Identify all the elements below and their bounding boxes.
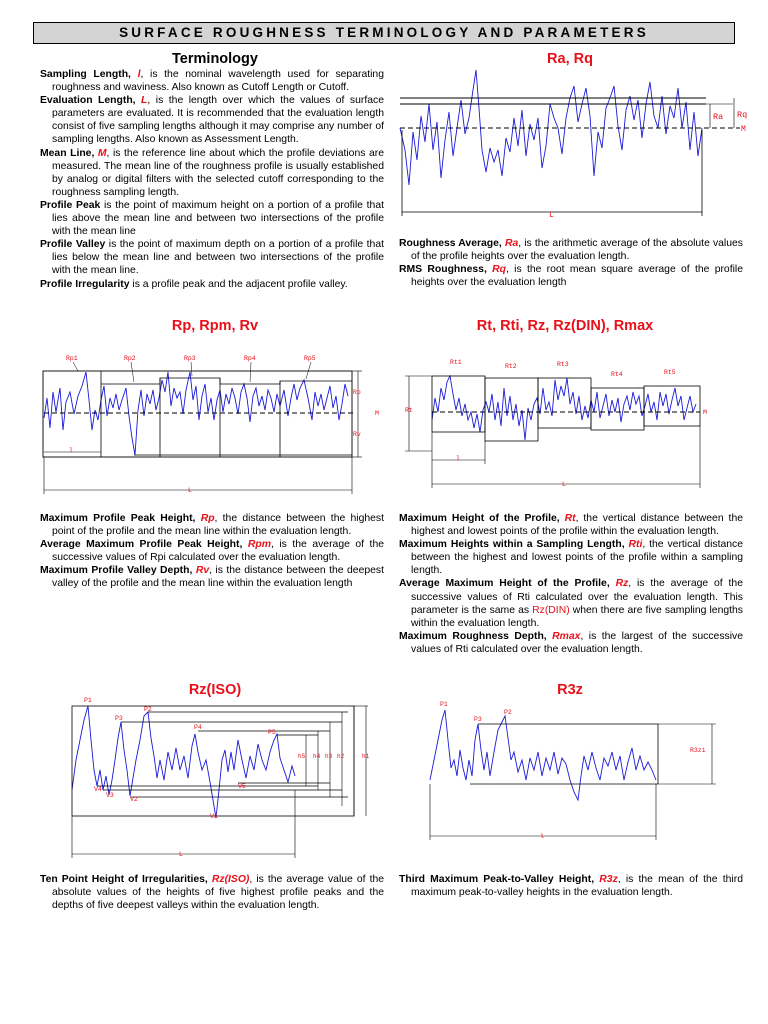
- definition-term: Roughness Average,: [399, 238, 505, 249]
- definition-term: Maximum Height of the Profile,: [399, 513, 565, 524]
- definition-body: is a profile peak and the adjacent profile valley.: [129, 278, 348, 290]
- definition-term: Maximum Profile Valley Depth,: [40, 565, 196, 577]
- definition-symbol: Rmax: [552, 630, 581, 642]
- definition-body: , the distance between the highest point of the profile and the mean line within the evaluation length.: [52, 513, 384, 538]
- rp-length-label: L: [188, 487, 192, 494]
- rp-mean-label: M: [375, 410, 379, 417]
- rziso-h1: h1: [362, 753, 370, 760]
- heading-ra-rq: Ra, Rq: [547, 51, 593, 67]
- definition-symbol: Rp: [200, 513, 215, 524]
- definition-body: , is the arithmetic average of the absolute values of the profile heights over the evaluation length.: [411, 238, 743, 263]
- ra-label: Ra: [713, 112, 724, 122]
- definition-body: , is the nominal wavelength used for separating roughness and waviness. Also known as Cutoff Length or Cutoff.: [52, 69, 384, 94]
- definition-symbol: Rq: [492, 264, 506, 276]
- rziso-v3: V3: [106, 792, 114, 799]
- rziso-h3: h3: [325, 753, 333, 760]
- rziso-h5: h5: [298, 753, 306, 760]
- rt-label: Rt: [405, 407, 413, 414]
- definition-symbol: Rv: [195, 565, 210, 577]
- rziso-p3: P3: [115, 715, 123, 722]
- definition-symbol: Rti: [628, 539, 643, 551]
- definition-symbol: l: [137, 69, 141, 80]
- ra-length-label: L: [549, 211, 554, 220]
- definition-term: Maximum Profile Peak Height,: [40, 513, 201, 524]
- definition-body: , the vertical distance between the highest and lowest points of the profile within a sampling length.: [411, 539, 744, 577]
- definition-body: is the point of maximum depth on a portion of a profile that lies below the mean line and between two intersections of the profile with the mean line.: [52, 239, 385, 277]
- definition-body: , the vertical distance between the highest and lowest points of the profile within the evaluation length.: [411, 513, 743, 538]
- definition-term: Ten Point Height of Irregularities,: [40, 874, 212, 885]
- rt-peak-label-1: Rt1: [450, 359, 462, 366]
- rziso-p2: P2: [144, 706, 152, 713]
- definition-term: Third Maximum Peak-to-Valley Height,: [399, 874, 600, 885]
- definition-symbol: Rpm: [247, 539, 271, 551]
- r3z-r3zi-label: R3zi: [690, 747, 706, 754]
- definition-term: Profile Irregularity: [40, 278, 130, 290]
- definition-body: , is the average value of the absolute values of the heights of five highest profile peaks and the depths of five deepest valleys within the evaluation length.: [52, 874, 385, 912]
- definition-symbol: R3z: [599, 874, 618, 885]
- definition-term: Average Maximum Profile Peak Height,: [40, 539, 248, 551]
- rziso-v5: V5: [238, 783, 246, 790]
- definition-term: Average Maximum Height of the Profile,: [399, 578, 616, 590]
- rziso-length-label: L: [179, 851, 183, 858]
- definition-symbol-alt: Rz(DIN): [532, 604, 570, 616]
- rp-label: Rp: [353, 389, 361, 396]
- rziso-h4: h4: [313, 753, 321, 760]
- definition-term: Mean Line,: [40, 147, 98, 159]
- rt-peak-label-2: Rt2: [505, 363, 517, 370]
- page-banner: SURFACE ROUGHNESS TERMINOLOGY AND PARAMETERS: [33, 22, 735, 44]
- definition-term: Maximum Heights within a Sampling Length,: [399, 539, 629, 551]
- definition-body: , is the largest of the successive values of Rti calculated over the evaluation length.: [411, 630, 743, 655]
- definition-term: Maximum Roughness Depth,: [399, 630, 553, 642]
- heading-terminology: Terminology: [172, 51, 258, 67]
- rt-sampling-label: l: [456, 455, 460, 462]
- definition-body: , is the distance between the deepest valley of the profile and the mean line within the evaluation length: [52, 565, 384, 590]
- rziso-v2: V2: [130, 796, 138, 803]
- definition-term: Sampling Length,: [40, 69, 138, 80]
- definition-body: , is the reference line about which the profile deviations are measured. The mean line of the roughness profile is usually established by analog or digital filters with the selected cutoff corresponding to the roughness sampling length.: [52, 147, 384, 198]
- rziso-v1: V1: [210, 813, 218, 820]
- rziso-p5: P5: [268, 729, 276, 736]
- definition-body: , is the root mean square average of the profile heights over the evaluation length: [411, 264, 743, 289]
- definition-body: , is the average of the successive values of Rti calculated over the evaluation length. This parameter is the same as: [411, 578, 743, 616]
- rv-label: Rv: [353, 431, 361, 438]
- rziso-p1: P1: [84, 697, 92, 704]
- heading-rp: Rp, Rpm, Rv: [171, 318, 259, 334]
- r3z-profile-line: [430, 710, 656, 800]
- ra-mean-label: M: [741, 125, 746, 134]
- rt-peak-label-5: Rt5: [664, 369, 676, 376]
- rp-sampling-label: l: [69, 447, 73, 454]
- definition-term: Profile Valley: [40, 239, 106, 251]
- rziso-h2: h2: [337, 753, 345, 760]
- definition-body: , is the length over which the values of surface parameters are evaluated. It is recommended that the evaluation length consist of five sampling lengths although it may comprise any number of sampling lengths. Also known as Assessment Length.: [52, 95, 384, 146]
- definition-term: Profile Peak: [40, 199, 101, 211]
- definition-body: , is the mean of the third maximum peak-to-valley heights in the evaluation length.: [411, 874, 743, 899]
- heading-r3z: R3z: [557, 682, 583, 698]
- definition-symbol: L: [141, 95, 148, 107]
- rp-peak-label-3: Rp3: [184, 355, 196, 362]
- definition-symbol: Rz(ISO): [211, 874, 250, 885]
- rt-length-label: L: [562, 481, 566, 488]
- rp-peak-label-2: Rp2: [124, 355, 136, 362]
- rq-label: Rq: [737, 110, 748, 120]
- rt-peak-label-4: Rt4: [611, 371, 623, 378]
- definition-term: RMS Roughness,: [399, 264, 493, 276]
- definition-body-tail: when there are five sampling lengths within the evaluation length.: [411, 604, 743, 629]
- definition-term: Evaluation Length,: [40, 95, 142, 107]
- definition-body: , is the average of the successive values of Rpi calculated over the evaluation length.: [52, 539, 384, 564]
- rp-peak-label-4: Rp4: [244, 355, 256, 362]
- definition-symbol: M: [97, 147, 107, 159]
- rt-mean-label: M: [703, 409, 707, 416]
- rziso-p4: P4: [194, 724, 202, 731]
- heading-rziso: Rz(ISO): [188, 682, 242, 698]
- definition-symbol: Ra: [504, 238, 519, 249]
- r3z-p3: P3: [474, 716, 482, 723]
- r3z-p1: P1: [440, 701, 448, 708]
- heading-rt: Rt, Rti, Rz, Rz(DIN), Rmax: [476, 318, 654, 334]
- rp-peak-label-5: Rp5: [304, 355, 316, 362]
- definition-symbol: Rz: [615, 578, 629, 590]
- rziso-v4: V4: [94, 786, 102, 793]
- r3z-p2: P2: [504, 709, 512, 716]
- r3z-sampling-label: l: [540, 833, 544, 840]
- rp-peak-label-1: Rp1: [66, 355, 78, 362]
- definition-symbol: Rt: [564, 513, 576, 524]
- rt-peak-label-3: Rt3: [557, 361, 569, 368]
- definition-body: is the point of maximum height on a portion of a profile that lies above the mean line and between two intersections of the profile with the mean line: [52, 199, 384, 238]
